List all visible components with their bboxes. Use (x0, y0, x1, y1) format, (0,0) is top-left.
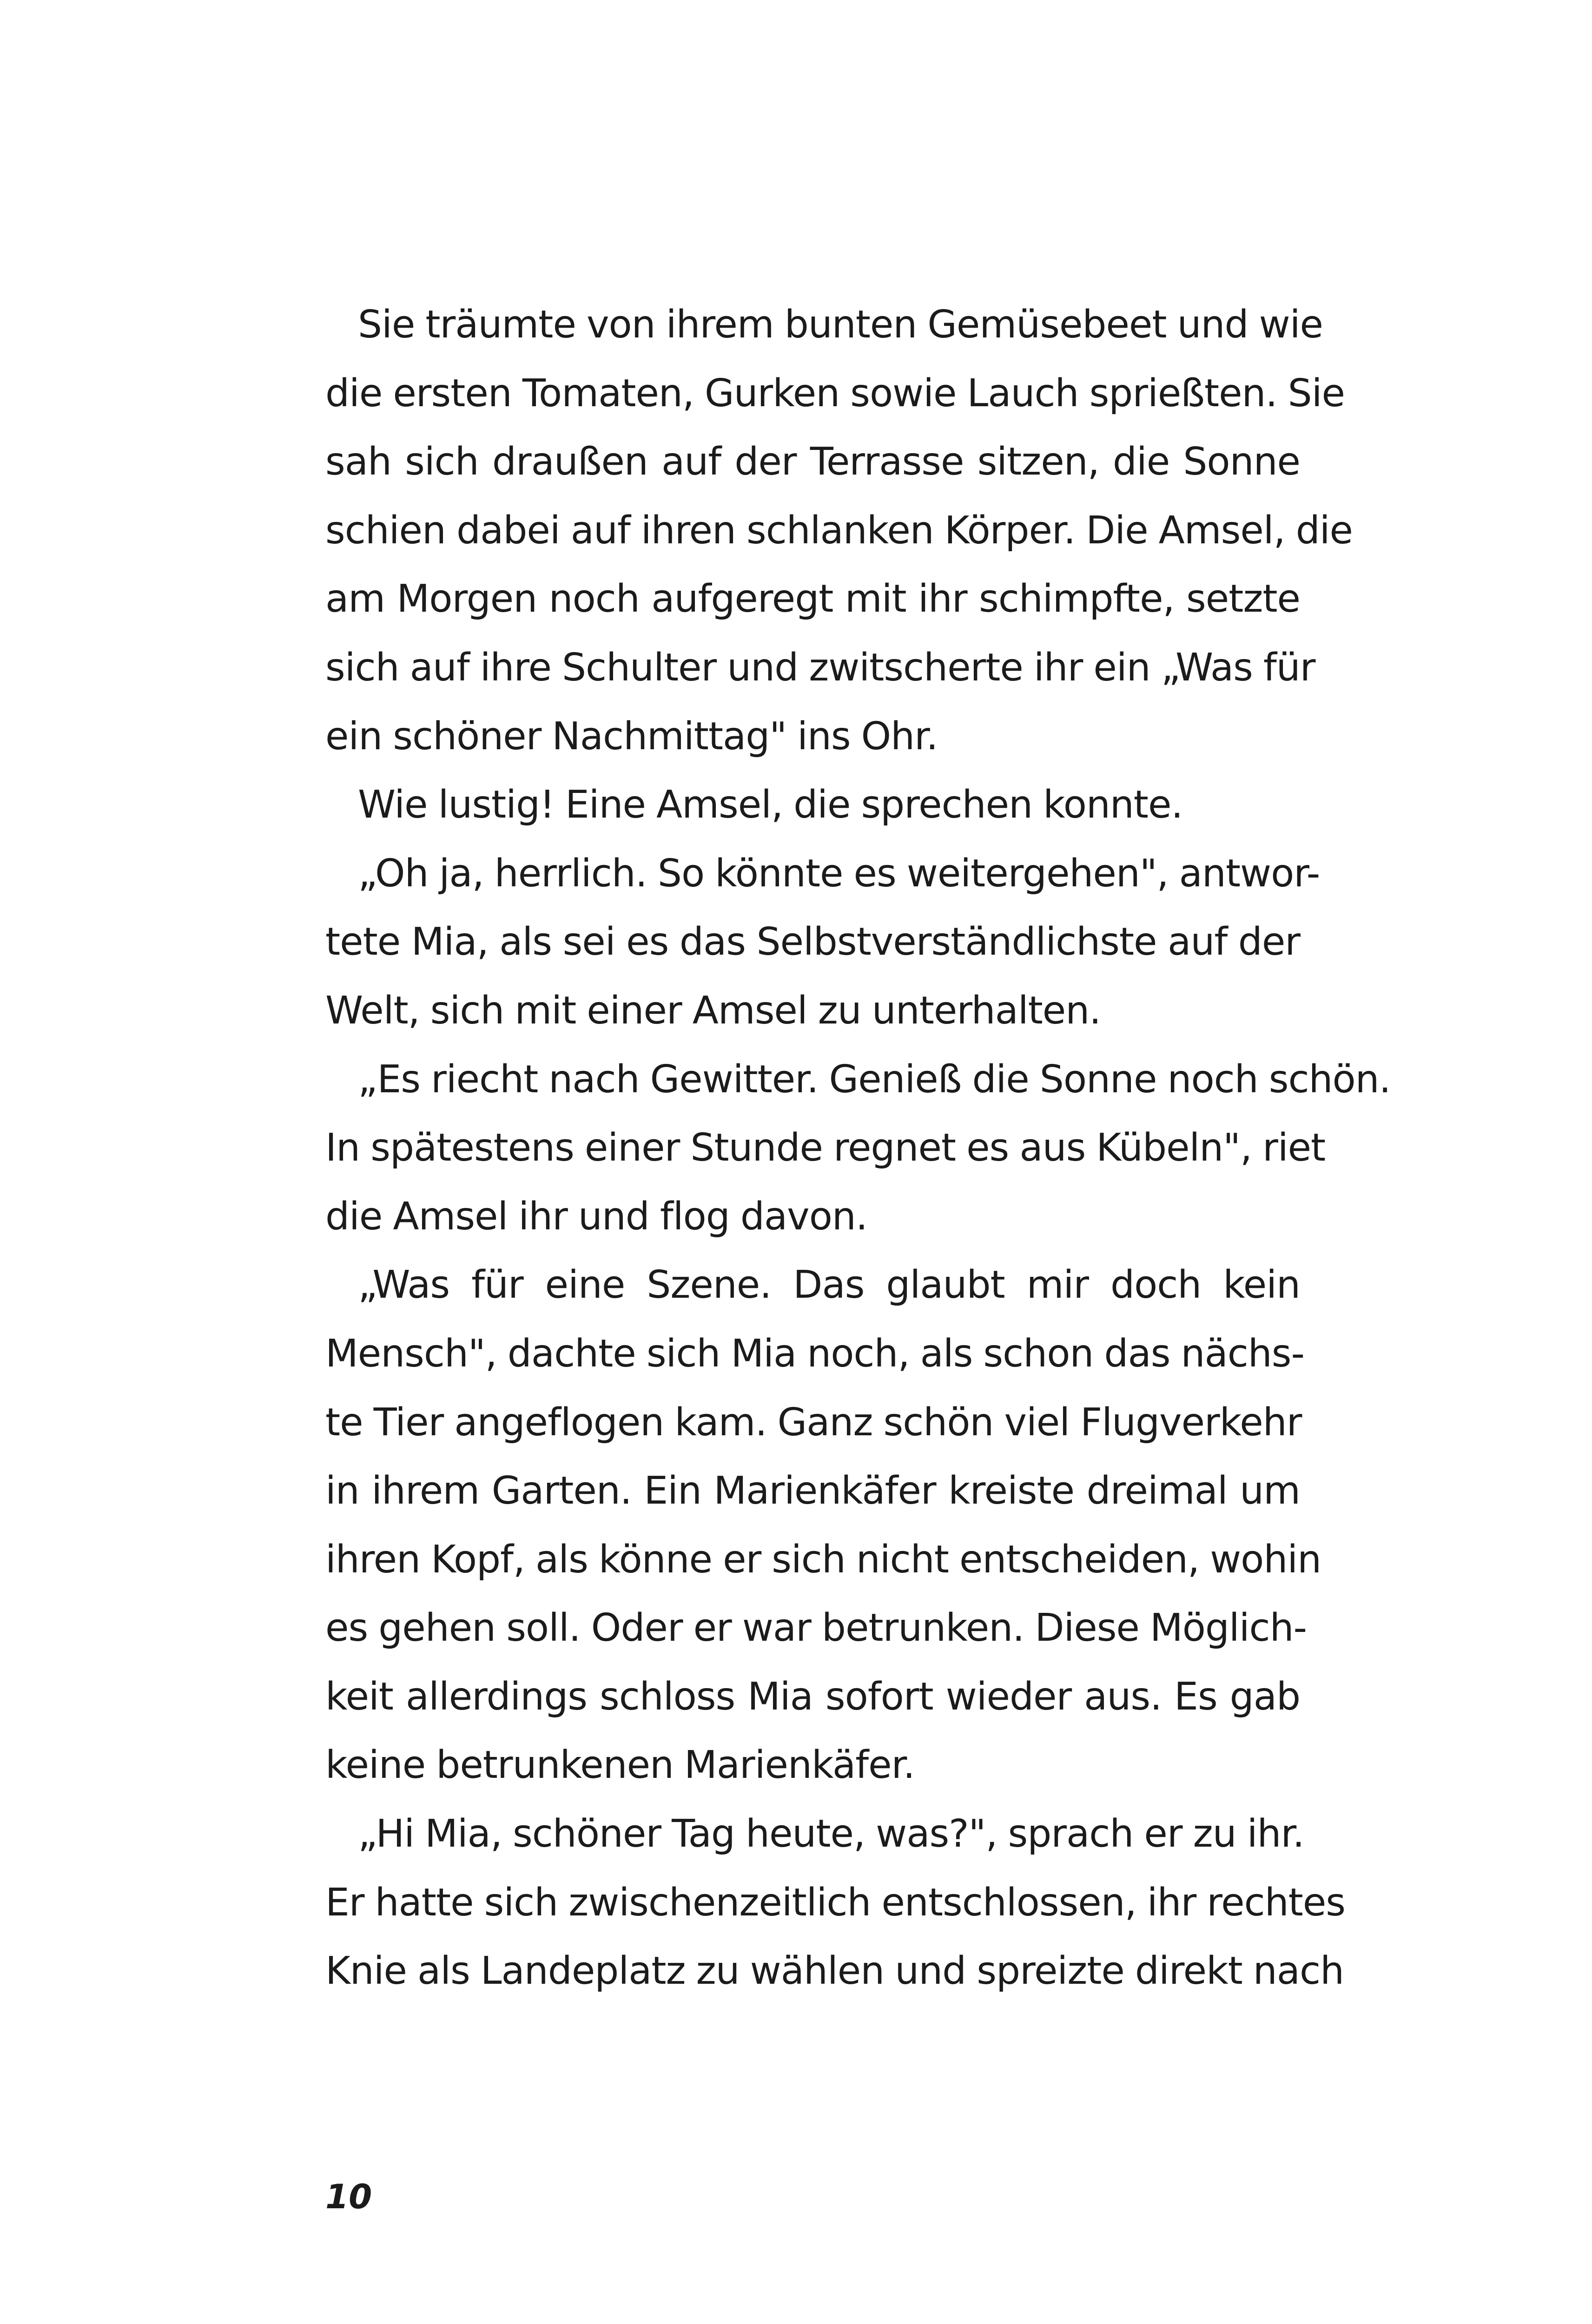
text-line: Wie lustig! Eine Amsel, die sprechen konnte. (358, 783, 1183, 827)
text-line: Sie träumte von ihrem bunten Gemüsebeet und wie (358, 303, 1323, 347)
text-line: In spätestens einer Stunde regnet es aus Kübeln", riet (325, 1126, 1326, 1170)
page-number: 10 (325, 2177, 372, 2216)
text-line: ihren Kopf, als könne er sich nicht entscheiden, wohin (325, 1537, 1321, 1582)
text-line: „Es riecht nach Gewitter. Genieß die Sonne noch schön. (358, 1057, 1391, 1102)
text-line: Er hatte sich zwischenzeitlich entschlossen, ihr rechtes (325, 1880, 1346, 1925)
text-line: te Tier angeflogen kam. Ganz schön viel Flugverkehr (325, 1400, 1302, 1445)
text-line: keine betrunkenen Marienkäfer. (325, 1743, 915, 1788)
text-line: Mensch", dachte sich Mia noch, als schon das nächs- (325, 1331, 1305, 1376)
text-line: „Was für eine Szene. Das glaubt mir doch kein (358, 1263, 1300, 1307)
text-line: in ihrem Garten. Ein Marienkäfer kreiste dreimal um (325, 1469, 1300, 1513)
text-line: keit allerdings schloss Mia sofort wieder aus. Es gab (325, 1674, 1300, 1719)
text-line: tete Mia, als sei es das Selbstverständlichste auf der (325, 920, 1300, 964)
text-line: ein schöner Nachmittag" ins Ohr. (325, 714, 938, 759)
text-line: Welt, sich mit einer Amsel zu unterhalten. (325, 988, 1101, 1033)
text-line: sah sich draußen auf der Terrasse sitzen, die Sonne (325, 440, 1300, 484)
body-text (325, 290, 1391, 2006)
text-line: die ersten Tomaten, Gurken sowie Lauch sprießten. Sie (325, 371, 1345, 416)
text-line: „Hi Mia, schöner Tag heute, was?", sprach er zu ihr. (358, 1812, 1304, 1856)
text-line: Knie als Landeplatz zu wählen und spreizte direkt nach (325, 1949, 1344, 1994)
text-line: am Morgen noch aufgeregt mit ihr schimpfte, setzte (325, 577, 1300, 621)
text-line: sich auf ihre Schulter und zwitscherte ihr ein „Was für (325, 645, 1315, 690)
text-line: die Amsel ihr und flog davon. (325, 1194, 867, 1239)
text-line: es gehen soll. Oder er war betrunken. Diese Möglich- (325, 1606, 1307, 1651)
text-line: „Oh ja, herrlich. So könnte es weitergehen", antwor- (358, 851, 1320, 896)
text-line: schien dabei auf ihren schlanken Körper. Die Amsel, die (325, 508, 1353, 553)
